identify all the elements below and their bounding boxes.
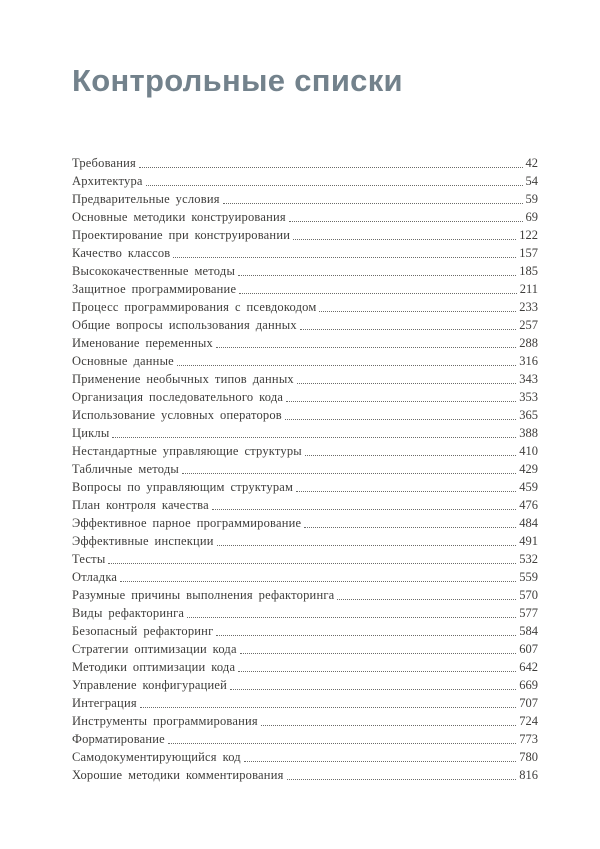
dot-leader (286, 388, 516, 402)
toc-entry-label: Организация последовательного кода (72, 390, 284, 404)
dot-leader (216, 334, 516, 348)
toc-entry-label: Архитектура (72, 174, 143, 188)
toc-entry-label: Именование переменных (72, 336, 213, 350)
toc-entry-label: Проектирование при конструировании (72, 228, 291, 242)
toc-entry (72, 208, 538, 226)
toc-entry-page: 642 (519, 660, 538, 674)
toc-entry-page: 211 (519, 282, 538, 296)
toc-entry-label: Отладка (72, 570, 118, 584)
toc-entry-page: 476 (519, 498, 538, 512)
dot-leader (182, 460, 516, 474)
page-title: Контрольные списки (72, 63, 403, 98)
toc-entry-label: Инструменты программирования (72, 714, 258, 728)
toc-entry (72, 658, 538, 676)
toc-entry-page: 69 (525, 210, 538, 224)
toc-entry (72, 730, 538, 748)
dot-leader (139, 154, 523, 168)
toc-entry (72, 370, 538, 388)
toc-entry (72, 262, 538, 280)
toc-entry-label: Основные методики конструирования (72, 210, 286, 224)
dot-leader (304, 514, 516, 528)
toc-entry (72, 280, 538, 298)
toc-entry-label: Тесты (72, 552, 106, 566)
toc-entry-page: 577 (519, 606, 538, 620)
dot-leader (287, 766, 517, 780)
toc-entry-page: 459 (519, 480, 538, 494)
toc-entry (72, 154, 538, 172)
toc-entry-page: 570 (519, 588, 538, 602)
toc-entry (72, 478, 538, 496)
toc-entry-page: 365 (519, 408, 538, 422)
toc-entry (72, 460, 538, 478)
toc-entry-page: 584 (519, 624, 538, 638)
toc-entry-label: Виды рефакторинга (72, 606, 185, 620)
dot-leader (112, 424, 516, 438)
toc-entry-label: Самодокументирующийся код (72, 750, 241, 764)
dot-leader (261, 712, 516, 726)
dot-leader (319, 298, 516, 312)
toc-entry-page: 122 (519, 228, 538, 242)
toc-entry (72, 172, 538, 190)
toc-entry (72, 496, 538, 514)
toc-entry (72, 442, 538, 460)
toc-entry-page: 491 (519, 534, 538, 548)
dot-leader (337, 586, 516, 600)
dot-leader (216, 622, 516, 636)
toc-entry-page: 388 (519, 426, 538, 440)
toc-entry-label: Эффективное парное программирование (72, 516, 302, 530)
toc-entry-page: 707 (519, 696, 538, 710)
dot-leader (289, 208, 523, 222)
dot-leader (120, 568, 516, 582)
toc-entry (72, 388, 538, 406)
toc-entry-page: 353 (519, 390, 538, 404)
toc-entry-label: Основные данные (72, 354, 174, 368)
toc-entry (72, 190, 538, 208)
toc-entry-label: Форматирование (72, 732, 165, 746)
toc-entry (72, 514, 538, 532)
toc-entry-page: 42 (525, 156, 538, 170)
toc-entry-page: 157 (519, 246, 538, 260)
toc-entry (72, 766, 538, 784)
toc-entry (72, 406, 538, 424)
toc-entry (72, 694, 538, 712)
toc-entry-label: Методики оптимизации кода (72, 660, 236, 674)
toc-entry-label: Использование условных операторов (72, 408, 282, 422)
toc-entry-label: Предварительные условия (72, 192, 220, 206)
dot-leader (300, 316, 516, 330)
dot-leader (177, 352, 516, 366)
toc-entry-page: 343 (519, 372, 538, 386)
toc-entry-page: 484 (519, 516, 538, 530)
toc-entry-page: 780 (519, 750, 538, 764)
dot-leader (293, 226, 516, 240)
toc-entry-page: 316 (519, 354, 538, 368)
toc-entry-label: Качество классов (72, 246, 171, 260)
toc-entry-label: Безопасный рефакторинг (72, 624, 214, 638)
toc-entry-label: План контроля качества (72, 498, 209, 512)
toc-entry-page: 185 (519, 264, 538, 278)
toc-entry-label: Применение необычных типов данных (72, 372, 294, 386)
dot-leader (230, 676, 516, 690)
dot-leader (285, 406, 516, 420)
dot-leader (305, 442, 516, 456)
toc-entry (72, 604, 538, 622)
dot-leader (297, 370, 516, 384)
toc-entry-page: 429 (519, 462, 538, 476)
dot-leader (238, 658, 516, 672)
toc-list (72, 154, 538, 784)
toc-entry-label: Процесс программирования с псевдокодом (72, 300, 317, 314)
toc-entry-page: 288 (519, 336, 538, 350)
toc-entry (72, 640, 538, 658)
toc-entry (72, 532, 538, 550)
dot-leader (168, 730, 516, 744)
toc-entry-page: 669 (519, 678, 538, 692)
dot-leader (187, 604, 516, 618)
toc-entry-page: 410 (519, 444, 538, 458)
toc-entry-label: Управление конфигурацией (72, 678, 228, 692)
toc-entry-label: Хорошие методики комментирования (72, 768, 284, 782)
dot-leader (238, 262, 516, 276)
toc-entry-page: 607 (519, 642, 538, 656)
toc-entry (72, 622, 538, 640)
toc-entry (72, 568, 538, 586)
toc-entry-label: Табличные методы (72, 462, 179, 476)
dot-leader (240, 640, 517, 654)
toc-entry-label: Интеграция (72, 696, 137, 710)
toc-entry-page: 257 (519, 318, 538, 332)
toc-entry-page: 724 (519, 714, 538, 728)
toc-entry-label: Общие вопросы использования данных (72, 318, 297, 332)
toc-entry-label: Высококачественные методы (72, 264, 236, 278)
toc-entry-label: Нестандартные управляющие структуры (72, 444, 302, 458)
dot-leader (239, 280, 517, 294)
toc-entry (72, 316, 538, 334)
toc-entry-label: Защитное программирование (72, 282, 237, 296)
toc-entry-label: Стратегии оптимизации кода (72, 642, 237, 656)
toc-entry (72, 712, 538, 730)
toc-entry-label: Требования (72, 156, 136, 170)
toc-entry (72, 586, 538, 604)
dot-leader (146, 172, 523, 186)
toc-entry-page: 233 (519, 300, 538, 314)
toc-entry-label: Разумные причины выполнения рефакторинга (72, 588, 335, 602)
toc-entry (72, 334, 538, 352)
toc-entry (72, 748, 538, 766)
toc-entry (72, 226, 538, 244)
toc-entry (72, 676, 538, 694)
toc-entry-page: 54 (525, 174, 538, 188)
dot-leader (296, 478, 516, 492)
dot-leader (244, 748, 516, 762)
toc-entry-page: 559 (519, 570, 538, 584)
toc-entry (72, 244, 538, 262)
toc-entry-label: Циклы (72, 426, 110, 440)
toc-entry (72, 424, 538, 442)
toc-entry-page: 532 (519, 552, 538, 566)
dot-leader (217, 532, 517, 546)
toc-entry-page: 816 (519, 768, 538, 782)
toc-entry (72, 298, 538, 316)
dot-leader (212, 496, 516, 510)
dot-leader (223, 190, 523, 204)
toc-entry (72, 550, 538, 568)
toc-entry-label: Эффективные инспекции (72, 534, 214, 548)
dot-leader (140, 694, 516, 708)
toc-entry (72, 352, 538, 370)
toc-entry-label: Вопросы по управляющим структурам (72, 480, 294, 494)
toc-entry-page: 773 (519, 732, 538, 746)
dot-leader (173, 244, 516, 258)
toc-entry-page: 59 (525, 192, 538, 206)
dot-leader (108, 550, 516, 564)
